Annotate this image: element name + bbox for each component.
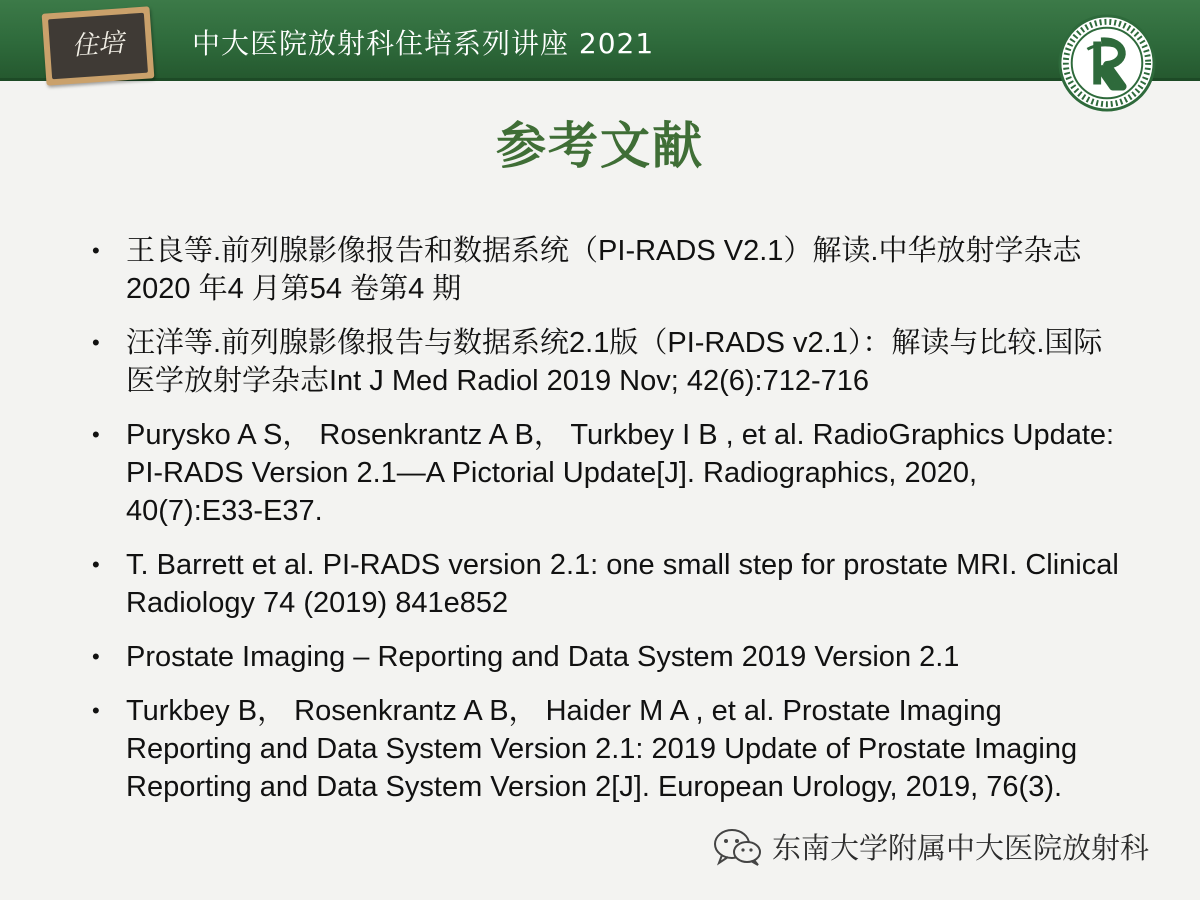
bullet-icon: •	[92, 238, 100, 263]
bullet-icon: •	[92, 552, 100, 577]
reference-text: Turkbey B， Rosenkrantz A B， Haider M A , et al. Prostate Imaging Reporting and Data System Version 2.1: 2019 Update of Prostate Imaging Reporting and Data System Version 2[J]. European Urology, 2019, 76(3).	[126, 695, 1078, 803]
watermark-text: 东南大学附属中大医院放射科	[772, 831, 1150, 865]
reference-item	[92, 638, 1122, 676]
bullet-icon: •	[92, 698, 100, 723]
reference-item	[92, 324, 1122, 400]
bullet-icon: •	[92, 330, 100, 355]
bullet-icon: •	[92, 644, 100, 669]
reference-item	[92, 546, 1122, 622]
hospital-logo-icon	[1058, 14, 1156, 112]
reference-list	[92, 232, 1122, 822]
chalkboard-text: 住培	[70, 28, 125, 62]
series-title: 中大医院放射科住培系列讲座 2021	[192, 27, 655, 60]
wechat-icon	[712, 827, 764, 867]
reference-item	[92, 232, 1122, 308]
header-bar	[0, 0, 1200, 81]
reference-item	[92, 416, 1122, 530]
chalkboard-badge	[42, 6, 155, 85]
reference-text: 汪洋等.前列腺影像报告与数据系统2.1版（PI-RADS v2.1）：解读与比较.国际医学放射学杂志Int J Med Radiol 2019 Nov; 42(6):712-716	[126, 327, 1103, 397]
page-title: 参考文献	[496, 117, 704, 175]
reference-text: Purysko A S， Rosenkrantz A B， Turkbey I B , et al. RadioGraphics Update: PI-RADS Version 2.1—A Pictorial Update[J]. Radiographics, 2020, 40(7):E33-E37.	[126, 419, 1115, 527]
watermark	[712, 826, 1149, 867]
reference-text: T. Barrett et al. PI-RADS version 2.1: one small step for prostate MRI. Clinical Radiology 74 (2019) 841e852	[126, 549, 1119, 619]
bullet-icon: •	[92, 422, 100, 447]
reference-item	[92, 692, 1122, 806]
reference-text: 王良等.前列腺影像报告和数据系统（PI-RADS V2.1）解读.中华放射学杂志2020 年4 月第54 卷第4 期	[126, 235, 1082, 305]
reference-text: Prostate Imaging – Reporting and Data System 2019 Version 2.1	[126, 641, 960, 673]
